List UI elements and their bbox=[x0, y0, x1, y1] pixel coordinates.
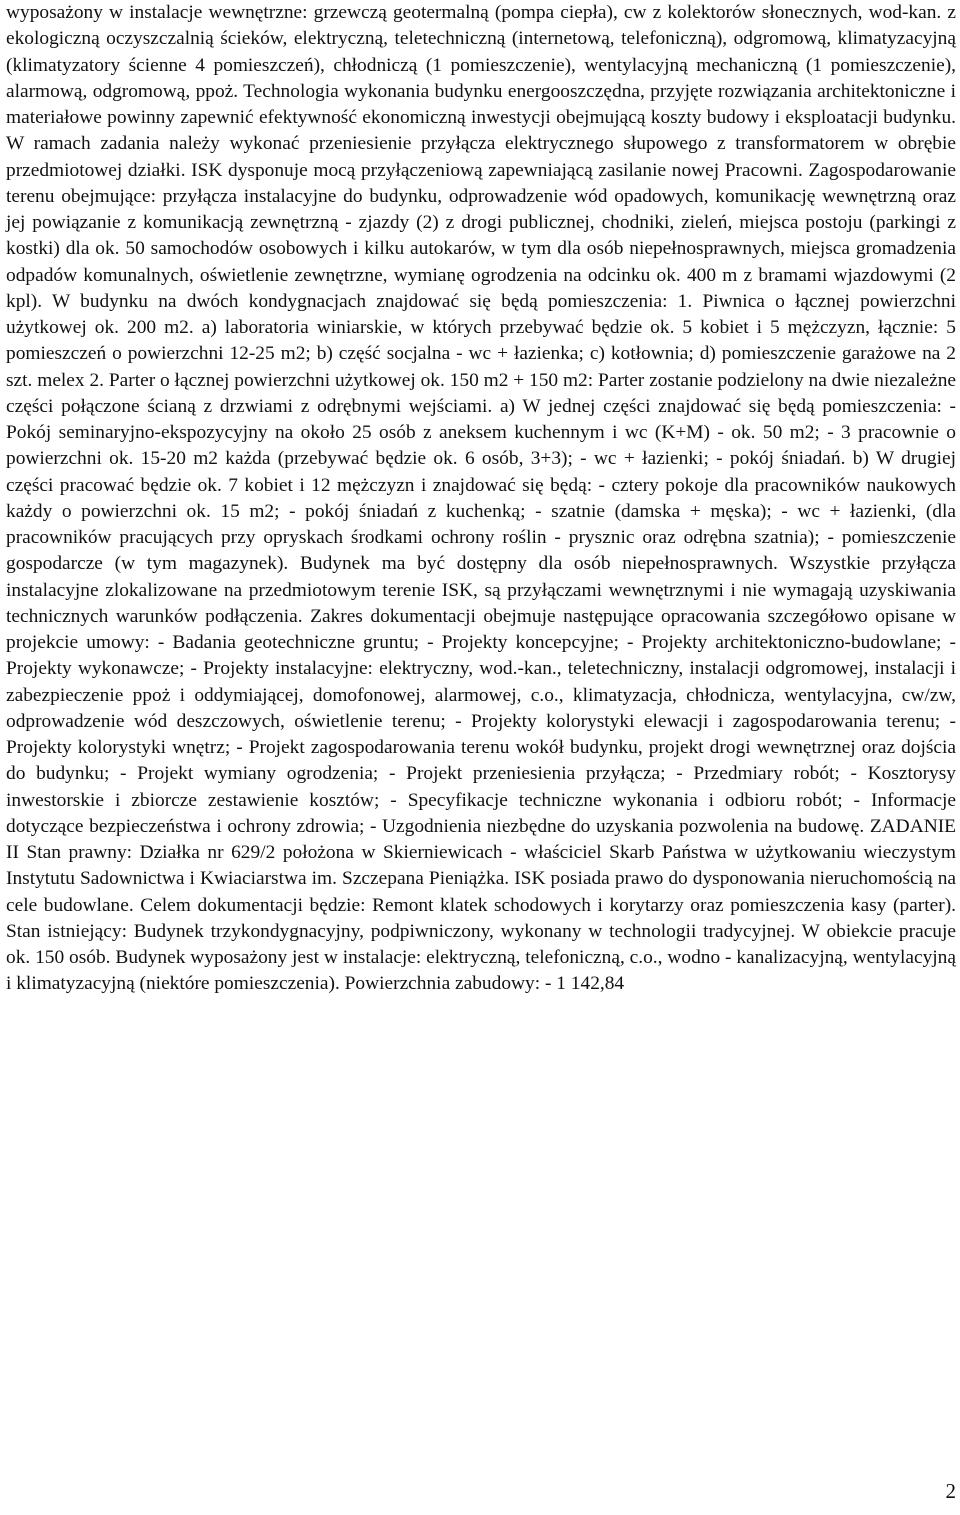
page-number: 2 bbox=[945, 1479, 956, 1503]
body-paragraph: wyposażony w instalacje wewnętrzne: grzewczą geotermalną (pompa ciepła), cw z kolektorów słonecznych, wod-kan. z ekologiczną oczyszczalnią ścieków, elektryczną, teletechniczną (internetową, telefoniczną), odgromową, klimatyzacyjną (klimatyzatory ścienne 4 pomieszczeń), chłodniczą (1 pomieszczenie), wentylacyjną mechaniczną (1 pomieszczenie), alarmową, odgromową, ppoż. Technologia wykonania budynku energooszczędna, przyjęte rozwiązania architektoniczne i materiałowe powinny zapewnić efektywność ekonomiczną inwestycji obejmującą koszty budowy i eksploatacji budynku. W ramach zadania należy wykonać przeniesienie przyłącza elektrycznego słupowego z transformatorem w obrębie przedmiotowej działki. ISK dysponuje mocą przyłączeniową zapewniającą zasilanie nowej Pracowni. Zagospodarowanie terenu obejmujące: przyłącza instalacyjne do budynku, odprowadzenie wód opadowych, komunikację wewnętrzną oraz jej powiązanie z komunikacją zewnętrzną - zjazdy (2) z drogi publicznej, chodniki, zieleń, miejsca postoju (parkingi z kostki) dla ok. 50 samochodów osobowych i kilku autokarów, w tym dla osób niepełnosprawnych, miejsca gromadzenia odpadów komunalnych, oświetlenie zewnętrzne, wymianę ogrodzenia na odcinku ok. 400 m z bramami wjazdowymi (2 kpl). W budynku na dwóch kondygnacjach znajdować się będą pomieszczenia: 1. Piwnica o łącznej powierzchni użytkowej ok. 200 m2. a) laboratoria winiarskie, w których przebywać będzie ok. 5 kobiet i 5 mężczyzn, łącznie: 5 pomieszczeń o powierzchni 12-25 m2; b) część socjalna - wc + łazienka; c) kotłownia; d) pomieszczenie garażowe na 2 szt. melex 2. Parter o łącznej powierzchni użytkowej ok. 150 m2 + 150 m2: Parter zostanie podzielony na dwie niezależne części połączone ścianą z drzwiami z odrębnymi wejściami. a) W jednej części znajdować się będą pomieszczenia: - Pokój seminaryjno-ekspozycyjny na około 25 osób z aneksem kuchennym i wc (K+M) - ok. 50 m2; - 3 pracownie o powierzchni ok. 15-20 m2 każda (przebywać będzie ok. 6 osób, 3+3); - wc + łazienki; - pokój śniadań. b) W drugiej części pracować będzie ok. 7 kobiet i 12 mężczyzn i znajdować się będą: - cztery pokoje dla pracowników naukowych każdy o powierzchni ok. 15 m2; - pokój śniadań z kuchenką; - szatnie (damska + męska); - wc + łazienki, (dla pracowników pracujących przy opryskach środkami ochrony roślin - prysznic oraz odrębna szatnia); - pomieszczenie gospodarcze (w tym magazynek). Budynek ma być dostępny dla osób niepełnosprawnych. Wszystkie przyłącza instalacyjne zlokalizowane na przedmiotowym terenie ISK, są przyłączami wewnętrznymi i nie wymagają uzyskiwania technicznych warunków podłączenia. Zakres dokumentacji obejmuje następujące opracowania szczegółowo opisane w projekcie umowy: - Badania geotechniczne gruntu; - Projekty koncepcyjne; - Projekty architektoniczno-budowlane; - Projekty wykonawcze; - Projekty instalacyjne: elektryczny, wod.-kan., teletechniczny, instalacji odgromowej, instalacji i zabezpieczenie ppoż i oddymiającej, domofonowej, alarmowej, c.o., klimatyzacja, chłodnicza, wentylacyjna, cw/zw, odprowadzenie wód deszczowych, oświetlenie terenu; - Projekty kolorystyki elewacji i zagospodarowania terenu; - Projekty kolorystyki wnętrz; - Projekt zagospodarowania terenu wokół budynku, projekt drogi wewnętrznej oraz dojścia do budynku; - Projekt wymiany ogrodzenia; - Projekt przeniesienia przyłącza; - Przedmiary robót; - Kosztorysy inwestorskie i zbiorcze zestawienie kosztów; - Specyfikacje techniczne wykonania i odbioru robót; - Informacje dotyczące bezpieczeństwa i ochrony zdrowia; - Uzgodnienia niezbędne do uzyskania pozwolenia na budowę. ZADANIE II Stan prawny: Działka nr 629/2 położona w Skierniewicach - właściciel Skarb Państwa w użytkowaniu wieczystym Instytutu Sadownictwa i Kwiaciarstwa im. Szczepana Pieniążka. ISK posiada prawo do dysponowania nieruchomością na cele budowlane. Celem dokumentacji będzie: Remont klatek schodowych i korytarzy oraz pomieszczenia kasy (parter). Stan istniejący: Budynek trzykondygnacyjny, podpiwniczony, wykonany w technologii tradycyjnej. W obiekcie pracuje ok. 150 osób. Budynek wyposażony jest w instalacje: elektryczną, telefoniczną, c.o., wodno - kanalizacyjną, wentylacyjną i klimatyzacyjną (niektóre pomieszczenia). Powierzchnia zabudowy: - 1 142,84 bbox=[6, 2, 956, 995]
